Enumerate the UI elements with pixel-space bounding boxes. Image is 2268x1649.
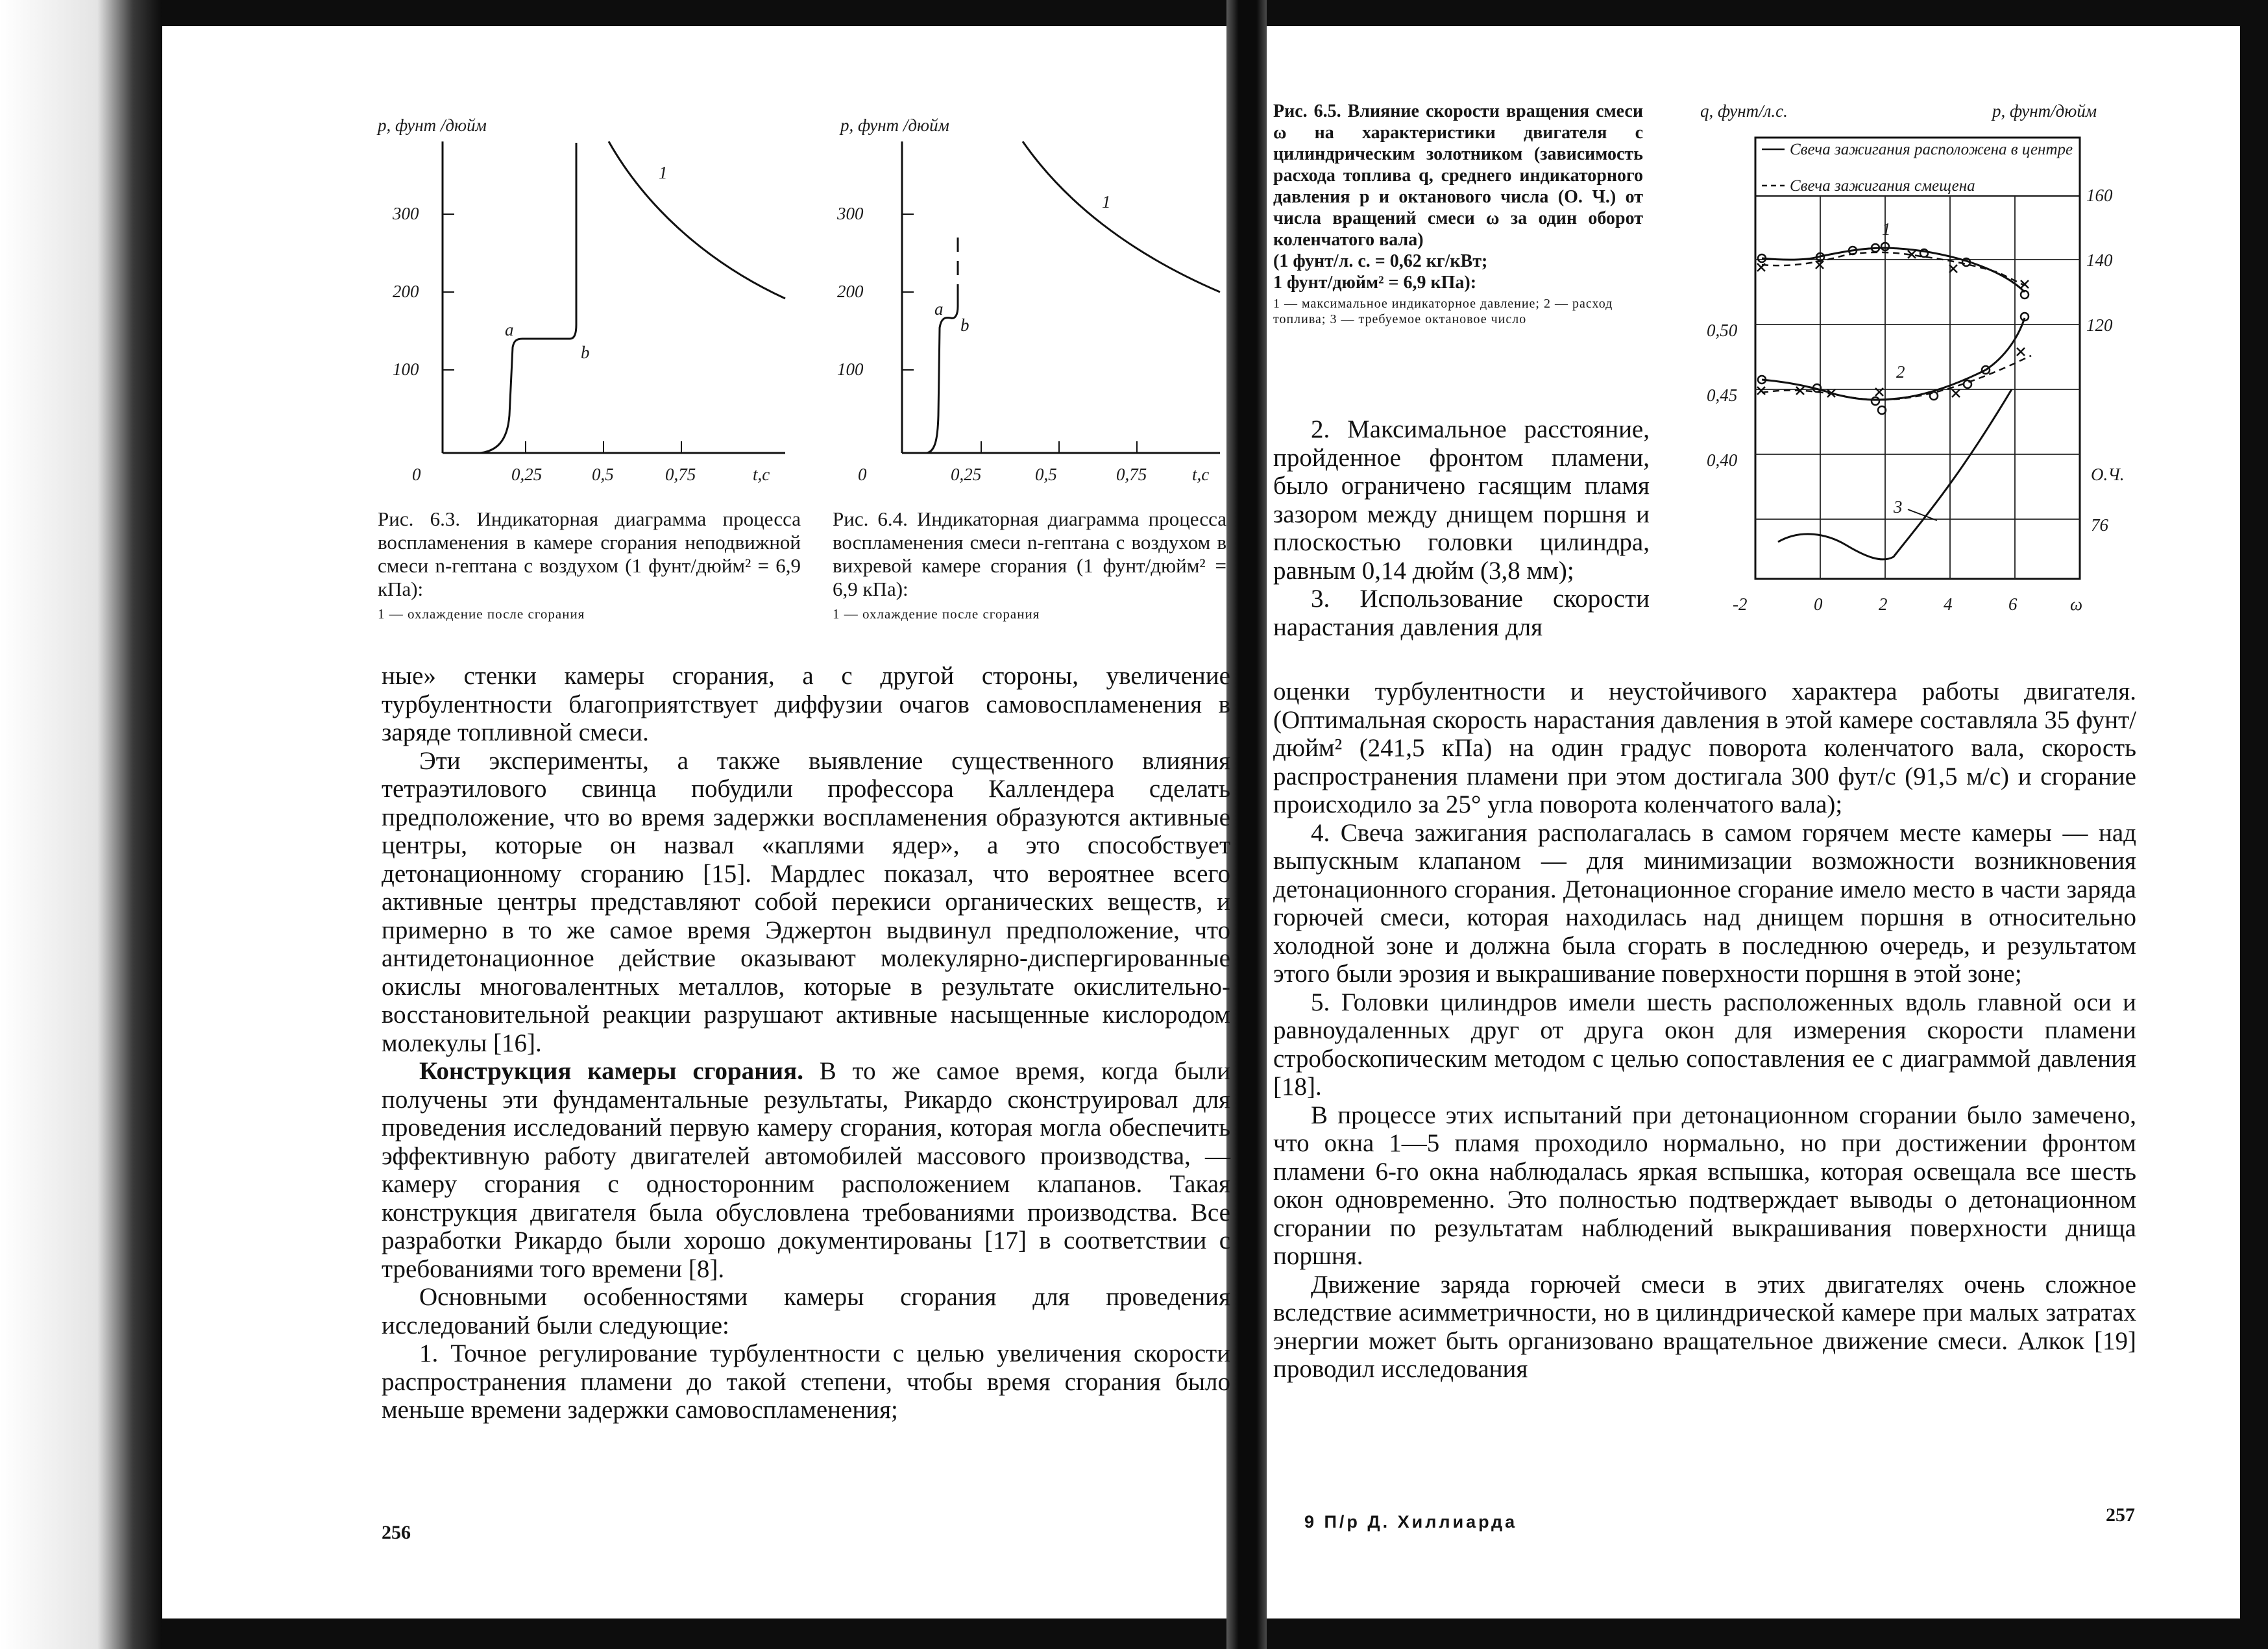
- fig65-units-1: (1 фунт/л. с. = 0,62 кг/кВт;: [1273, 251, 1488, 271]
- left-para-5: 1. Точное регулирование турбулентности с целью увеличения скорости распространения пламени до такой степени, чтобы время сгорания было меньше времени задержки самовоспламенения;: [382, 1339, 1230, 1424]
- fig65-on-tick: 76: [2091, 515, 2108, 535]
- right-item-4: 4. Свеча зажигания располагалась в самом горячем месте камеры — над выпускным клапаном — для минимизации возможности возникновения детонационного сгорания. Детонационное сгорание имело место в части заряда горючей смеси, которая находилась над днищем поршня в относительно холодной зоне и должна была сгорать в последнюю очередь, и результатом этого были эрозия и выкрашивание поверхности поршня в этой зоне;: [1273, 818, 2136, 988]
- scan-border-bottom: [0, 1618, 2268, 1649]
- fig63-caption-block: [378, 507, 801, 623]
- fig63-xtick-05: 0,5: [592, 465, 614, 484]
- right-para-6: В процессе этих испытаний при детонационном сгорании было замечено, что окна 1—5 пламя проходило нормально, но при достижении фронтом пламени 6-го окна наблюдалась яркая вспышка, которая освещала все шесть окон одновременно. Это полностью подтверждает выводы о детонационном сгорании по результатам наблюдений выкрашивания поверхности днища поршня.: [1273, 1101, 2136, 1270]
- figure-6-3: [363, 104, 811, 493]
- fig65-left-axis-label: q, фунт/л.с.: [1700, 101, 1788, 121]
- fig65-xtick-0: 0: [1814, 594, 1823, 614]
- right-item-5: 5. Головки цилиндров имели шесть расположенных вдоль главной оси и равноудаленных друг от друга окон для измерения скорости пламени стробоскопическим методом с целью сопоставления ее с диаграммой давления [18].: [1273, 988, 2136, 1101]
- fig63-label-a: a: [505, 320, 514, 339]
- fig65-right-tick-140: 140: [2086, 250, 2113, 270]
- fig64-ytick-300: 300: [837, 204, 864, 223]
- fig65-left-tick-040: 0,40: [1707, 450, 1738, 470]
- fig63-xtick-025: 0,25: [511, 465, 543, 484]
- fig65-right-axis-label: p, фунт/дюйм: [1992, 101, 2097, 121]
- fig64-xtick-05: 0,5: [1035, 465, 1057, 484]
- fig65-legend-solid: Свеча зажигания расположена в центре: [1790, 141, 2073, 158]
- fig63-y-axis-label: p, фунт /дюйм: [378, 116, 487, 135]
- fig64-xtick-075: 0,75: [1116, 465, 1147, 484]
- right-item-3-start: 3. Использование скорости нарастания давления для: [1273, 585, 1650, 641]
- right-page-body: [1273, 678, 2136, 1384]
- fig64-ytick-100: 100: [837, 360, 864, 379]
- fig64-origin: 0: [858, 465, 867, 484]
- fig64-caption-block: [833, 507, 1226, 623]
- right-para-7: Движение заряда горючей смеси в этих двигателях очень сложное вследствие асимметричности, но в цилиндрической камере при малых затратах энергии может быть организовано вращательное движение смеси. Алкок [19] проводил исследования: [1273, 1270, 2136, 1383]
- fig65-on-label: О.Ч.: [2091, 465, 2125, 484]
- fig65-curve-label-2: 2: [1896, 362, 1905, 382]
- fig64-ytick-200: 200: [837, 282, 864, 301]
- section-heading: Конструкция камеры сгорания.: [419, 1057, 803, 1085]
- fig65-right-tick-120: 120: [2086, 315, 2113, 335]
- left-page-number: 256: [382, 1522, 411, 1543]
- fig65-right-tick-160: 160: [2086, 186, 2113, 205]
- fig65-xtick-m2: -2: [1733, 594, 1748, 614]
- fig65-xtick-4: 4: [1944, 594, 1953, 614]
- fig65-caption-block: [1273, 101, 1643, 327]
- fig65-caption: Рис. 6.5. Влияние скорости вращения смеси ω на характеристики двигателя с цилиндрическим золотником (зависимость расхода топлива q, среднего индикаторного давления p и октанового числа (О. Ч.) от числа вращений смеси ω за один оборот коленчатого вала): [1273, 101, 1643, 250]
- right-page-number: 257: [2106, 1504, 2135, 1526]
- fig63-label-b: b: [581, 343, 590, 362]
- fig65-legend-dashed: Свеча зажигания смещена: [1790, 177, 1975, 195]
- fig65-xtick-6: 6: [2008, 594, 2018, 614]
- figure-6-5: [1687, 97, 2141, 629]
- left-para-4: Основными особенностями камеры сгорания для проведения исследований были следующие:: [382, 1283, 1230, 1339]
- fig65-left-tick-050: 0,50: [1707, 321, 1738, 340]
- right-item-2: 2. Максимальное расстояние, пройденное фронтом пламени, было ограничено гасящим пламя зазором между днищем поршня и плоскостью головки цилиндра, равным 0,14 дюйм (3,8 мм);: [1273, 415, 1650, 585]
- scan-border-top: [0, 0, 2268, 26]
- right-page-footer: 9 П/р Д. Хиллиарда: [1304, 1512, 1518, 1532]
- fig64-y-axis-label: p, фунт /дюйм: [840, 116, 949, 135]
- fig63-label-1: 1: [659, 163, 668, 182]
- fig63-xtick-t: t,c: [753, 465, 770, 484]
- fig64-label-1: 1: [1102, 192, 1111, 212]
- fig65-xtick-w: ω: [2070, 594, 2083, 614]
- right-item-3-rest: оценки турбулентности и неустойчивого характера работы двигателя. (Оптимальная скорость нарастания давления в этой камере составляла 35 фунт/дюйм² (241,5 кПа) на один градус поворота коленчатого вала, скорость распространения пламени при этом достигала 300 фут/с (91,5 м/с) и сгорание происходило за 25° угла поворота коленчатого вала);: [1273, 678, 2136, 818]
- left-page-body: [382, 662, 1230, 1424]
- fig65-note: 1 — максимальное индикаторное давление; 2 — расход топлива; 3 — требуемое октановое число: [1273, 297, 1613, 326]
- fig64-xtick-t: t,c: [1192, 465, 1210, 484]
- right-page-item-2: [1273, 415, 1650, 641]
- fig63-caption: Рис. 6.3. Индикаторная диаграмма процесса воспламенения в камере сгорания неподвижной смеси n-гептана с воздухом (1 фунт/дюйм² = 6,9 кПа):: [378, 507, 801, 600]
- fig63-ytick-100: 100: [393, 360, 419, 379]
- fig65-curve-label-3: 3: [1894, 497, 1903, 517]
- fig64-xtick-025: 0,25: [951, 465, 982, 484]
- book-edge-shadow: [0, 0, 162, 1649]
- fig63-note: 1 — охлаждение после сгорания: [378, 606, 585, 622]
- fig65-xtick-2: 2: [1879, 594, 1888, 614]
- fig63-ytick-200: 200: [393, 282, 419, 301]
- left-para-3: [382, 1057, 1230, 1283]
- scan-border-right: [2240, 0, 2268, 1649]
- left-para-2: Эти эксперименты, а также выявление существенного влияния тетраэтилового свинца побудили профессора Каллендера сделать предположение, что во время задержки воспламенения образуются активные центры, которые он назвал «каплями ядер», а это способствует детонационному сгоранию [15]. Мардлес показал, что вероятнее всего активные центры представляют собой перекиси органических веществ, и примерно в то же самое время Эджертон выдвинул предположение, что антидетонационное действие оказывают молекулярно-диспергированные окислы многовалентных металлов, которые в результате окислительно-восстановительной реакции разрушают активные насыщенные кислородом молекулы [16].: [382, 746, 1230, 1057]
- fig63-ytick-300: 300: [393, 204, 419, 223]
- fig65-units-2: 1 фунт/дюйм² = 6,9 кПа):: [1273, 273, 1477, 293]
- fig64-label-a: a: [934, 299, 944, 319]
- fig64-caption: Рис. 6.4. Индикаторная диаграмма процесса воспламенения смеси n-гептана с воздухом в вихревой камере сгорания (1 фунт/дюйм² = 6,9 кПа):: [833, 507, 1226, 600]
- fig64-label-b: b: [960, 315, 969, 335]
- fig65-curve-label-1: 1: [1882, 219, 1891, 239]
- figure-6-4: [805, 104, 1233, 493]
- left-para-3-body: В то же самое время, когда были получены эти фундаментальные результаты, Рикардо сконструировал для проведения исследований первую камеру сгорания, которая могла обеспечить эффективную работу двигателей автомобилей массового производства, — камеру сгорания с односторонним расположением клапанов. Такая конструкция двигателя была обусловлена требованиями производства. Все разработки Рикардо были хорошо документированы [17] в соответствии с требованиями того времени [8].: [382, 1057, 1230, 1283]
- fig63-xtick-075: 0,75: [665, 465, 696, 484]
- fig65-left-tick-045: 0,45: [1707, 385, 1738, 405]
- fig64-note: 1 — охлаждение после сгорания: [833, 606, 1040, 622]
- left-para-1: ные» стенки камеры сгорания, а с другой стороны, увеличение турбулентности благоприятствует диффузии очагов самовоспламенения в заряде топливной смеси.: [382, 662, 1230, 746]
- fig63-origin: 0: [412, 465, 421, 484]
